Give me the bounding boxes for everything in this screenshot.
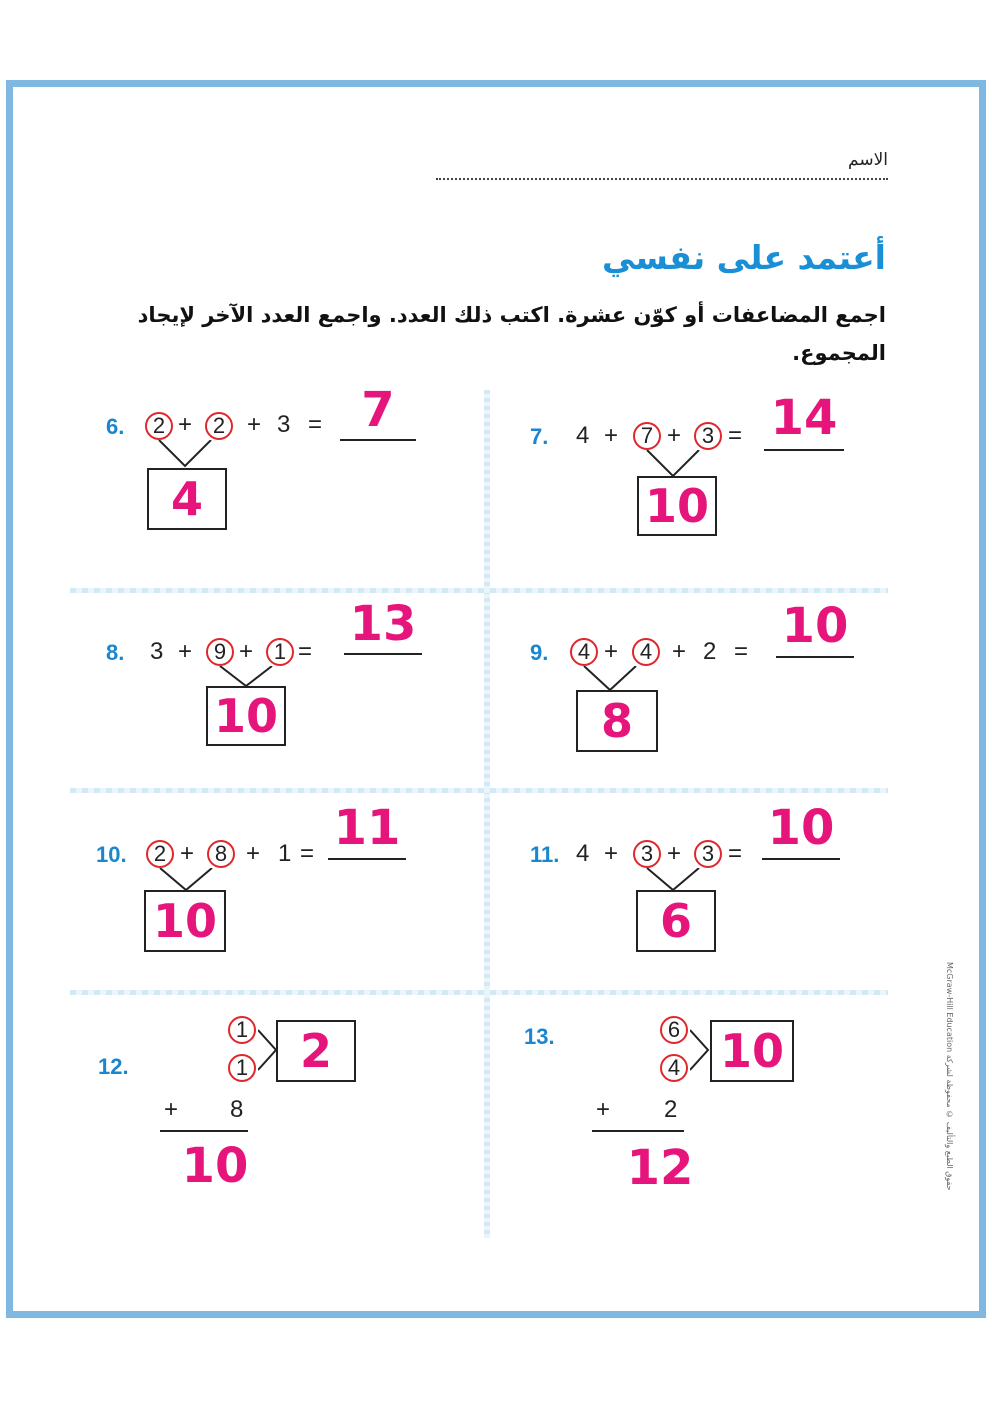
answer-line[interactable]	[764, 449, 844, 451]
instructions: اجمع المضاعفات أو كوّن عشرة. اكتب ذلك العدد. واجمع العدد الآخر لإيجاد المجموع.	[137, 303, 886, 365]
problem-number: 11.	[530, 842, 560, 867]
circled-number: 4	[570, 638, 598, 666]
plus-sign: +	[239, 638, 254, 665]
plus-sign: +	[178, 411, 193, 438]
plus-sign: +	[180, 840, 195, 867]
addend: 2	[703, 638, 717, 665]
circled-number: 3	[633, 840, 661, 868]
addend: 4	[576, 422, 590, 449]
plus-sign: +	[604, 638, 619, 665]
group-box[interactable]: 10	[637, 476, 717, 536]
answer: 12	[626, 1140, 694, 1196]
circled-number: 1	[228, 1016, 256, 1044]
answer-line[interactable]	[776, 656, 854, 658]
answer-line[interactable]	[340, 439, 416, 441]
plus-sign: +	[667, 840, 682, 867]
name-field-line[interactable]	[436, 178, 888, 180]
circled-number: 7	[633, 422, 661, 450]
group-box[interactable]: 10	[710, 1020, 794, 1082]
plus-sign: +	[667, 422, 682, 449]
plus-sign: +	[604, 422, 619, 449]
answer-line[interactable]	[762, 858, 840, 860]
name-label: الاسم	[848, 150, 888, 170]
answer: 11	[333, 800, 401, 856]
circled-number: 3	[694, 840, 722, 868]
addend: 3	[150, 638, 164, 665]
row-divider	[70, 990, 888, 995]
circled-number: 2	[145, 412, 173, 440]
plus-sign: +	[178, 638, 193, 665]
circled-number: 2	[205, 412, 233, 440]
worksheet-title: أعتمد على نفسي	[602, 238, 886, 277]
equals-sign: =	[728, 840, 743, 867]
answer: 13	[349, 596, 417, 652]
group-box[interactable]: 4	[147, 468, 227, 530]
equals-sign: =	[308, 411, 323, 438]
grouping-lines	[155, 440, 215, 470]
problem-number: 9.	[530, 640, 549, 665]
answer-line[interactable]	[328, 858, 406, 860]
sum-line	[592, 1130, 684, 1132]
equals-sign: =	[300, 840, 315, 867]
addend: 1	[278, 840, 292, 867]
plus-sign: +	[596, 1096, 611, 1123]
group-box[interactable]: 8	[576, 690, 658, 752]
sum-line	[160, 1130, 248, 1132]
problem-number: 6.	[106, 414, 125, 439]
answer: 10	[767, 800, 835, 856]
column-divider	[484, 390, 490, 1238]
copyright-note: McGraw-Hill Education حقوق الطبع والتأليف © محفوظة لشركة	[945, 962, 954, 1191]
circled-number: 9	[206, 638, 234, 666]
circled-number: 6	[660, 1016, 688, 1044]
circled-number: 8	[207, 840, 235, 868]
circled-number: 1	[266, 638, 294, 666]
circled-number: 3	[694, 422, 722, 450]
plus-sign: +	[164, 1096, 179, 1123]
problem-number: 8.	[106, 640, 125, 665]
group-box[interactable]: 10	[206, 686, 286, 746]
problem-number: 13.	[524, 1024, 555, 1049]
equals-sign: =	[734, 638, 749, 665]
circled-number: 4	[632, 638, 660, 666]
addend: 3	[277, 411, 291, 438]
grouping-lines	[690, 1028, 712, 1072]
plus-sign: +	[604, 840, 619, 867]
answer-line[interactable]	[344, 653, 422, 655]
addend: 4	[576, 840, 590, 867]
equals-sign: =	[298, 638, 313, 665]
problem-number: 10.	[96, 842, 127, 867]
addend: 8	[230, 1096, 244, 1123]
problem-number: 12.	[98, 1054, 129, 1079]
circled-number: 1	[228, 1054, 256, 1082]
group-box[interactable]: 10	[144, 890, 226, 952]
plus-sign: +	[247, 411, 262, 438]
equals-sign: =	[728, 422, 743, 449]
circled-number: 4	[660, 1054, 688, 1082]
problem-number: 7.	[530, 424, 549, 449]
group-box[interactable]: 6	[636, 890, 716, 952]
addend: 2	[664, 1096, 678, 1123]
group-box[interactable]: 2	[276, 1020, 356, 1082]
answer: 7	[361, 382, 395, 438]
row-divider	[70, 788, 888, 793]
answer: 10	[781, 598, 849, 654]
row-divider	[70, 588, 888, 593]
answer: 10	[181, 1138, 249, 1194]
plus-sign: +	[246, 840, 261, 867]
plus-sign: +	[672, 638, 687, 665]
circled-number: 2	[146, 840, 174, 868]
answer: 14	[770, 390, 838, 446]
